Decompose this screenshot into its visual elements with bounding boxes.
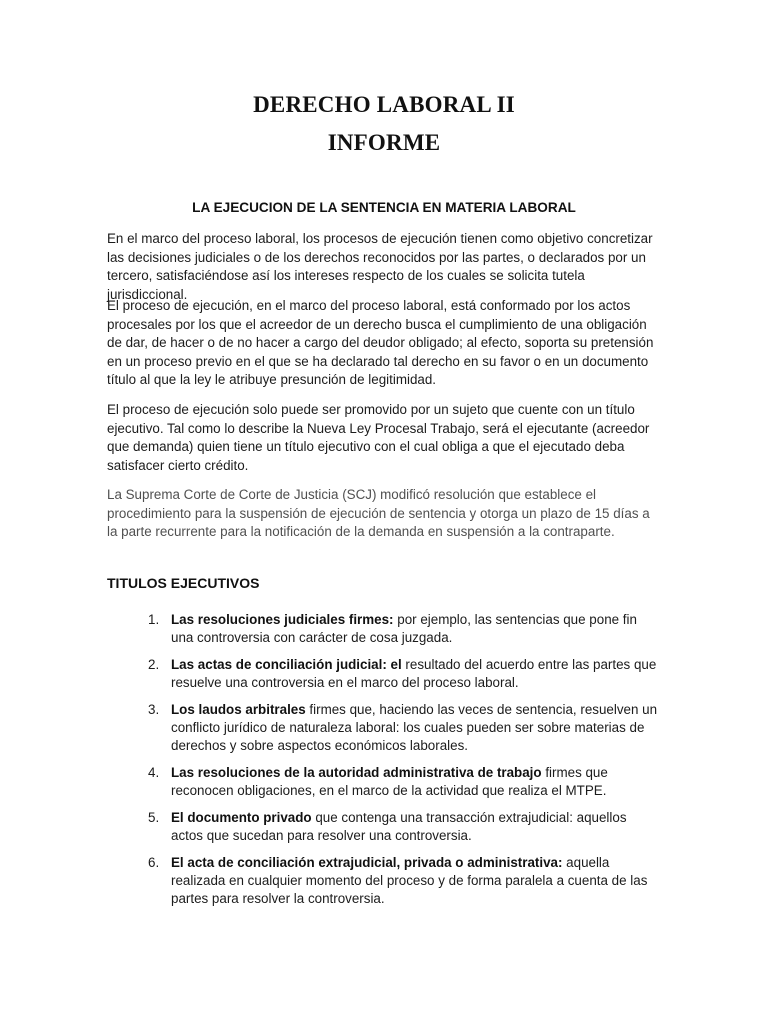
list-item-text: que contenga una transacción extrajudicial: aquellos actos que sucedan para resolver una controversia.	[171, 809, 627, 844]
list-item-text: aquella realizada en cualquier momento del proceso y de forma paralela a cuenta de las partes para resolver la controversia.	[171, 854, 648, 907]
list-item	[140, 701, 660, 756]
paragraph-3: El proceso de ejecución solo puede ser promovido por un sujeto que cuente con un título ejecutivo. Tal como lo describe la Nueva Ley Procesal Trabajo, será el ejecutante (acreedor que demanda) quien tiene un título ejecutivo con el cual obliga a que el ejecutado deba satisfacer cierto crédito.	[107, 402, 650, 473]
list-item-bold: Las actas de conciliación judicial: el	[171, 656, 402, 672]
list-item-bold: El documento privado	[171, 809, 312, 825]
list-item	[140, 611, 660, 647]
list-item	[140, 854, 660, 909]
list-number: 2.	[148, 656, 160, 672]
list-item-bold: El acta de conciliación extrajudicial, privada o administrativa:	[171, 854, 563, 870]
paragraph-1: En el marco del proceso laboral, los procesos de ejecución tienen como objetivo concretizar las decisiones judiciales o de los derechos reconocidos por las partes, o declarados por un tercero, satisfaciéndose así los intereses respecto de los cuales se solicita tutela jurisdiccional.	[107, 231, 653, 302]
list-number: 5.	[148, 809, 160, 825]
document-subtitle: INFORME	[327, 130, 441, 155]
list-number: 6.	[148, 854, 160, 870]
list-item-bold: Las resoluciones judiciales firmes:	[171, 612, 394, 627]
list-item	[140, 809, 660, 845]
subheading-titulos-ejecutivos: TITULOS EJECUTIVOS	[107, 575, 260, 591]
list-item-text: por ejemplo, las sentencias que pone fin una controversia con carácter de cosa juzgada.	[171, 612, 637, 646]
list-number: 1.	[148, 612, 160, 627]
section-title: LA EJECUCION DE LA SENTENCIA EN MATERIA LABORAL	[192, 200, 576, 215]
paragraph-2: El proceso de ejecución, en el marco del proceso laboral, está conformado por los actos procesales por los que el acreedor de un derecho busca el cumplimiento de una obligación de dar, de hacer o de no hacer a cargo del deudor obligado; al efecto, soporta su pretensión en un proceso previo en el que se ha declarado tal derecho en su favor o en un documento título al que la ley le atribuye presunción de legitimidad.	[107, 298, 654, 387]
list-item	[140, 764, 660, 800]
list-item-text: firmes que reconocen obligaciones, en el marco de la actividad que realiza el MTPE.	[171, 764, 608, 799]
list-number: 3.	[148, 701, 160, 717]
list-item-bold: Las resoluciones de la autoridad administrativa de trabajo	[171, 764, 542, 780]
document-title: DERECHO LABORAL II	[253, 92, 515, 117]
list-item-bold: Los laudos arbitrales	[171, 701, 306, 717]
list-item	[140, 656, 660, 692]
list-number: 4.	[148, 764, 160, 780]
paragraph-4: La Suprema Corte de Corte de Justicia (SCJ) modificó resolución que establece el procedimiento para la suspensión de ejecución de sentencia y otorga un plazo de 15 días a la parte recurrente para la notificación de la demanda en suspensión a la contraparte.	[107, 487, 650, 539]
list-item-text: firmes que, haciendo las veces de sentencia, resuelven un conflicto jurídico de naturaleza laboral: los cuales pueden ser sobre materias de derechos y sobre aspectos económicos laborales.	[171, 701, 658, 754]
list-item-text: resultado del acuerdo entre las partes que resuelve una controversia en el marco del proceso laboral.	[171, 656, 657, 691]
numbered-list	[140, 611, 660, 917]
